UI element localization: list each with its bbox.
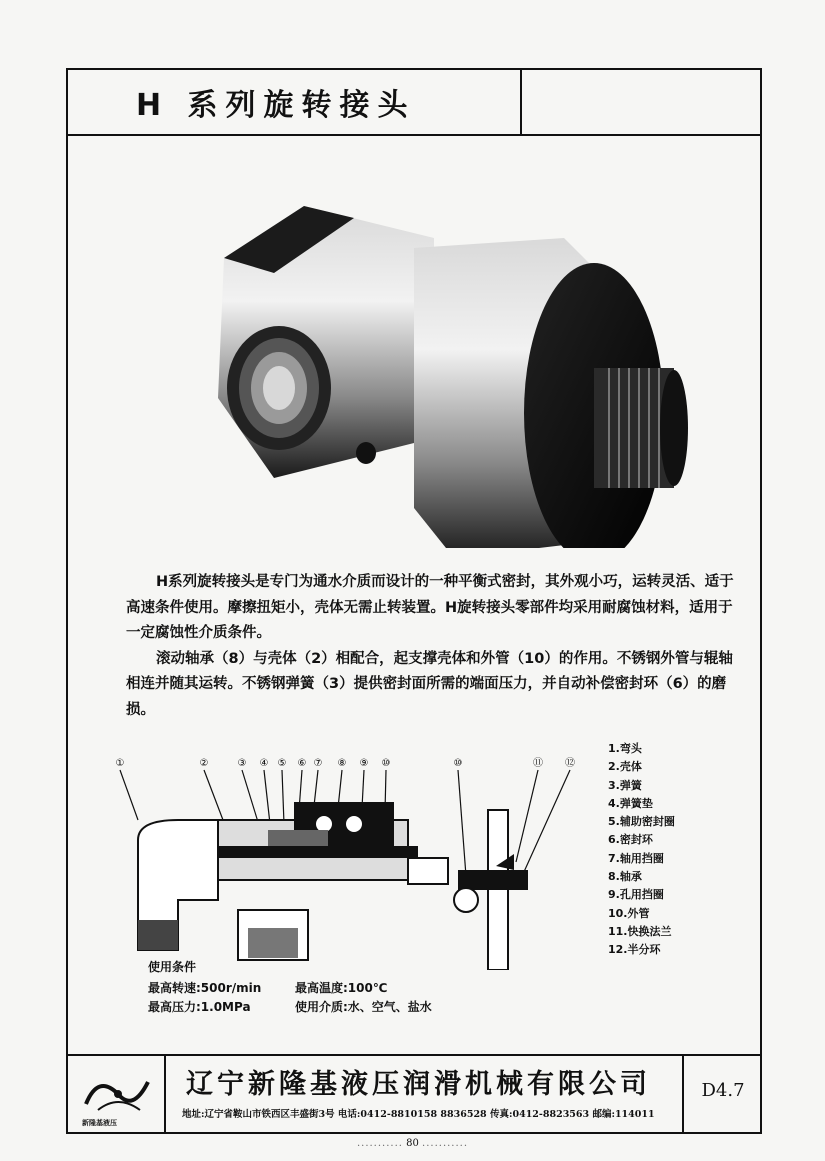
- page-number-value: 80: [406, 1138, 419, 1149]
- callout-8: ⑧: [337, 758, 347, 769]
- part-item: 6.密封环: [608, 833, 653, 847]
- part-item: 10.外管: [608, 906, 650, 920]
- part-item: 7.轴用挡圈: [608, 851, 664, 865]
- page-dots-right: ...........: [422, 1138, 469, 1149]
- company-logo: [78, 1064, 158, 1124]
- usage-conditions: [148, 958, 568, 1017]
- part-item: 4.弹簧垫: [608, 796, 653, 810]
- callout-7: ⑦: [313, 758, 323, 769]
- callout-12: ⑫: [565, 758, 575, 769]
- callout-3: ③: [237, 758, 247, 769]
- catalog-code: D4.7: [701, 1080, 745, 1101]
- title-divider: [520, 70, 522, 134]
- footer-divider: [164, 1056, 166, 1134]
- part-item: 12.半分环: [608, 943, 661, 957]
- description-paragraph-1: H系列旋转接头是专门为通水介质而设计的一种平衡式密封，其外观小巧，运转灵活、适于高速条件使用。摩擦扭矩小，壳体无需止转装置。H旋转接头零部件均采用耐腐蚀材料，适用于一定腐蚀性介质条件。: [126, 574, 734, 641]
- part-item: 9.孔用挡圈: [608, 888, 664, 902]
- description-paragraph-2: 滚动轴承（8）与壳体（2）相配合，起支撑壳体和外管（10）的作用。不锈钢外管与辊轴相连并随其运转。不锈钢弹簧（3）提供密封面所需的端面压力，并自动补偿密封环（6）的磨损。: [126, 650, 733, 718]
- part-item: 8.轴承: [608, 870, 642, 884]
- callout-2: ②: [199, 758, 209, 769]
- part-item: 1.弯头: [608, 742, 642, 755]
- max-speed: 最高转速:500r/min: [148, 981, 262, 995]
- part-item: 5.辅助密封圈: [608, 815, 675, 829]
- part-item: 3.弹簧: [608, 778, 642, 792]
- part-item: 2.壳体: [608, 760, 642, 774]
- product-photo: [154, 178, 694, 548]
- callout-10: ⑩: [381, 758, 391, 769]
- usage-heading: 使用条件: [148, 960, 197, 974]
- part-item: 11.快换法兰: [608, 924, 672, 938]
- logo-text: 新隆基液压: [82, 1119, 117, 1127]
- max-pressure: 最高压力:1.0MPa: [148, 1000, 251, 1014]
- page-title: H 系列旋转接头: [136, 88, 416, 123]
- parts-list: [608, 740, 758, 960]
- callout-9: ⑨: [359, 758, 369, 769]
- callout-5: ⑤: [277, 758, 287, 769]
- title-bar: [68, 70, 760, 136]
- company-name: 辽宁新隆基液压润滑机械有限公司: [186, 1069, 651, 1100]
- page-number: [0, 1138, 825, 1149]
- max-temperature: 最高温度:100℃: [295, 981, 388, 995]
- medium: 使用介质:水、空气、盐水: [295, 1000, 432, 1014]
- footer-divider: [682, 1056, 684, 1134]
- callout-6: ⑥: [297, 758, 307, 769]
- footer: [68, 1054, 760, 1134]
- company-address: 地址:辽宁省鞍山市铁西区丰盛街3号 电话:0412-8810158 8836528 传真:0412-8823563 邮编:114011: [182, 1109, 655, 1120]
- callout-4: ④: [259, 758, 269, 769]
- page-frame: [66, 68, 762, 1134]
- callout-1: ①: [115, 758, 125, 769]
- description: [126, 570, 736, 723]
- callout-10b: ⑩: [453, 758, 463, 769]
- callout-11: ⑪: [533, 758, 543, 769]
- cross-section-diagram: [98, 750, 578, 970]
- page-dots-left: ...........: [356, 1138, 403, 1149]
